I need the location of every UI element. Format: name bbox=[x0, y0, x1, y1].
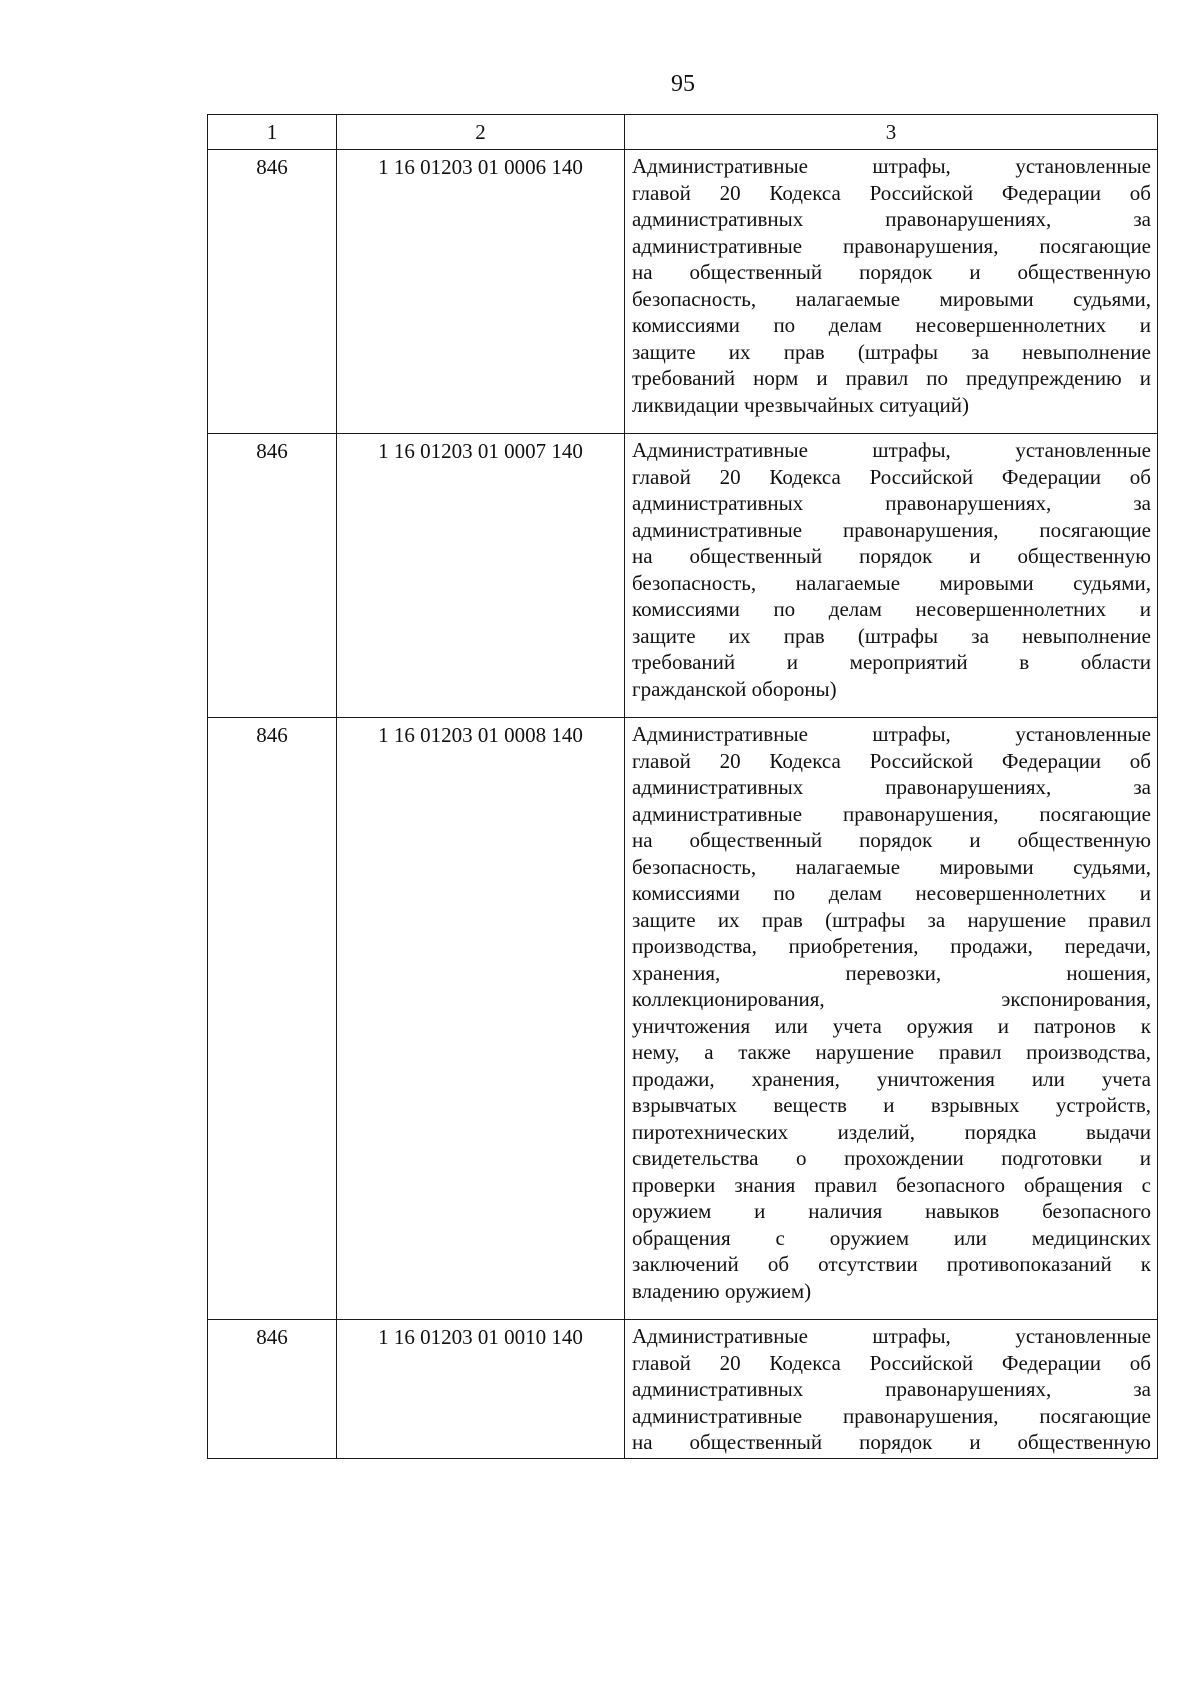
description-line: административных правонарушениях, за bbox=[632, 491, 1151, 515]
description-line: безопасность, налагаемые мировыми судьями, bbox=[632, 854, 1151, 879]
table-row bbox=[208, 150, 1158, 434]
description-line: защите их прав (штрафы за невыполнение bbox=[632, 339, 1151, 364]
description-cell bbox=[625, 150, 1158, 434]
description-line: гражданской обороны) bbox=[632, 676, 837, 701]
description-line: свидетельства о прохождении подготовки и bbox=[632, 1146, 1151, 1170]
description-line: административные правонарушения, посягающие bbox=[632, 801, 1151, 826]
table-body bbox=[208, 150, 1158, 1459]
description-line: главой 20 Кодекса Российской Федерации об bbox=[632, 748, 1151, 773]
description-line: на общественный порядок и общественную bbox=[632, 544, 1151, 568]
description-line: главой 20 Кодекса Российской Федерации об bbox=[632, 464, 1151, 489]
description-line: на общественный порядок и общественную bbox=[632, 1430, 1151, 1454]
description-line: взрывчатых веществ и взрывных устройств, bbox=[632, 1093, 1151, 1117]
table-header-row bbox=[208, 115, 1158, 150]
header-col-1: 1 bbox=[208, 115, 337, 150]
description-line: оружием и наличия навыков безопасного bbox=[632, 1199, 1151, 1223]
description-line: административных правонарушениях, за bbox=[632, 775, 1151, 799]
description-line: производства, приобретения, продажи, передачи, bbox=[632, 934, 1151, 958]
description-line: комиссиями по делам несовершеннолетних и bbox=[632, 597, 1151, 621]
description-line: коллекционирования, экспонирования, bbox=[632, 987, 1151, 1011]
description-line: обращения с оружием или медицинских bbox=[632, 1225, 1151, 1250]
page-number: 95 bbox=[671, 71, 695, 97]
description-line: заключений об отсутствии противопоказаний к bbox=[632, 1252, 1151, 1276]
revenue-code-cell: 1 16 01203 01 0010 140 bbox=[337, 1320, 625, 1459]
description-line: административные правонарушения, посягающие bbox=[632, 517, 1151, 542]
revenue-codes-table bbox=[207, 114, 1158, 1459]
description-cell bbox=[625, 1320, 1158, 1459]
header-col-2: 2 bbox=[337, 115, 625, 150]
description-line: на общественный порядок и общественную bbox=[632, 828, 1151, 852]
table-row bbox=[208, 434, 1158, 718]
description-line: административные правонарушения, посягающие bbox=[632, 233, 1151, 258]
revenue-code-cell: 1 16 01203 01 0008 140 bbox=[337, 718, 625, 1320]
description-line: комиссиями по делам несовершеннолетних и bbox=[632, 881, 1151, 905]
description-line: Административные штрафы, установленные bbox=[632, 1324, 1151, 1348]
description-line: нему, а также нарушение правил производства, bbox=[632, 1040, 1151, 1064]
description-line: уничтожения или учета оружия и патронов к bbox=[632, 1013, 1151, 1038]
description-line: административных правонарушениях, за bbox=[632, 207, 1151, 231]
description-line: главой 20 Кодекса Российской Федерации об bbox=[632, 180, 1151, 205]
description-line: безопасность, налагаемые мировыми судьями, bbox=[632, 286, 1151, 311]
description-line: безопасность, налагаемые мировыми судьями, bbox=[632, 570, 1151, 595]
admin-code-cell: 846 bbox=[208, 718, 337, 1320]
description-line: Административные штрафы, установленные bbox=[632, 722, 1151, 746]
description-line: административные правонарушения, посягающие bbox=[632, 1403, 1151, 1428]
description-line: защите их прав (штрафы за нарушение правил bbox=[632, 907, 1151, 932]
description-line: продажи, хранения, уничтожения или учета bbox=[632, 1066, 1151, 1091]
revenue-code-cell: 1 16 01203 01 0006 140 bbox=[337, 150, 625, 434]
description-line: владению оружием) bbox=[632, 1278, 812, 1303]
description-line: проверки знания правил безопасного обращения с bbox=[632, 1172, 1151, 1197]
description-line: Административные штрафы, установленные bbox=[632, 154, 1151, 178]
revenue-code-cell: 1 16 01203 01 0007 140 bbox=[337, 434, 625, 718]
description-line: пиротехнических изделий, порядка выдачи bbox=[632, 1119, 1151, 1144]
description-cell bbox=[625, 434, 1158, 718]
description-line: административных правонарушениях, за bbox=[632, 1377, 1151, 1401]
header-col-3: 3 bbox=[625, 115, 1158, 150]
table-row bbox=[208, 1320, 1158, 1459]
description-line: комиссиями по делам несовершеннолетних и bbox=[632, 313, 1151, 337]
admin-code-cell: 846 bbox=[208, 1320, 337, 1459]
description-line: главой 20 Кодекса Российской Федерации об bbox=[632, 1350, 1151, 1375]
description-line: требований норм и правил по предупреждению и bbox=[632, 366, 1151, 390]
admin-code-cell: 846 bbox=[208, 150, 337, 434]
description-cell bbox=[625, 718, 1158, 1320]
table-row bbox=[208, 718, 1158, 1320]
description-line: ликвидации чрезвычайных ситуаций) bbox=[632, 392, 969, 417]
description-line: хранения, перевозки, ношения, bbox=[632, 960, 1151, 985]
description-line: на общественный порядок и общественную bbox=[632, 260, 1151, 284]
description-line: требований и мероприятий в области bbox=[632, 650, 1151, 674]
description-line: защите их прав (штрафы за невыполнение bbox=[632, 623, 1151, 648]
description-line: Административные штрафы, установленные bbox=[632, 438, 1151, 462]
admin-code-cell: 846 bbox=[208, 434, 337, 718]
